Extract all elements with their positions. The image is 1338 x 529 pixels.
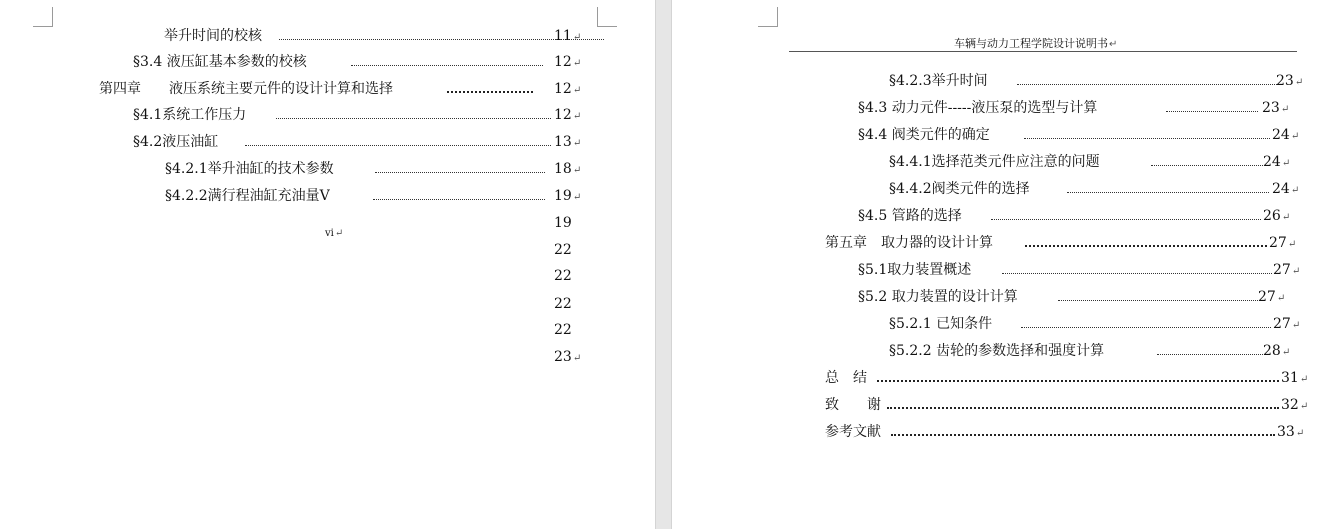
toc-entry[interactable] — [858, 207, 1302, 225]
toc-leader — [1151, 165, 1263, 166]
toc-entry[interactable] — [889, 72, 1302, 90]
toc-entry-page: 33↵ — [1277, 424, 1305, 440]
toc-entry-page: 27↵ — [1273, 262, 1301, 278]
toc-entry[interactable] — [99, 80, 584, 98]
toc-entry[interactable] — [165, 187, 584, 205]
toc-leader — [891, 434, 1275, 436]
toc-entry[interactable] — [889, 315, 1302, 333]
orphan-page-number: 22 — [554, 296, 572, 312]
toc-entry-page: 26↵ — [1263, 208, 1291, 224]
crop-mark-top-right — [597, 7, 617, 27]
toc-entry[interactable] — [825, 234, 1302, 252]
toc-entry-label: 第四章 液压系统主要元件的设计计算和选择 — [99, 81, 393, 97]
toc-entry[interactable] — [164, 27, 584, 45]
toc-entry-label: §4.4.1选择范类元件应注意的问题 — [889, 154, 1100, 170]
toc-entry-page: 13↵ — [554, 134, 582, 150]
toc-entry-page: 27↵ — [1258, 289, 1286, 305]
toc-entry[interactable] — [889, 153, 1302, 171]
toc-leader — [1157, 354, 1267, 355]
toc-entry-label: §4.4.2阀类元件的选择 — [889, 181, 1030, 197]
toc-entry[interactable] — [133, 106, 584, 124]
toc-leader — [447, 91, 533, 93]
toc-entry[interactable] — [825, 423, 1305, 441]
toc-entry-label: §4.1系统工作压力 — [133, 107, 247, 123]
toc-entry[interactable] — [858, 99, 1302, 117]
toc-entry-page: 24↵ — [1272, 127, 1300, 143]
toc-entry-label: 参考文献 — [825, 424, 881, 440]
toc-entry-page: 18↵ — [554, 161, 582, 177]
toc-entry-page: 19↵ — [554, 188, 582, 204]
orphan-page-number: 22 — [554, 322, 572, 338]
toc-leader — [1058, 300, 1258, 301]
toc-entry-label: §4.5 管路的选择 — [858, 208, 962, 224]
toc-leader — [887, 407, 1279, 409]
toc-entry[interactable] — [165, 160, 584, 178]
toc-leader — [351, 65, 543, 66]
toc-entry[interactable] — [858, 288, 1302, 306]
toc-entry-label: §5.2.1 已知条件 — [889, 316, 993, 332]
page-footer-number: vi↵ — [325, 228, 344, 239]
toc-entry-page: 23↵ — [1276, 73, 1304, 89]
orphan-page-number: 22 — [554, 242, 572, 258]
toc-entry[interactable] — [858, 126, 1302, 144]
toc-entry-label: 致 谢 — [825, 397, 881, 413]
toc-leader — [1067, 192, 1269, 193]
toc-leader — [1166, 111, 1258, 112]
toc-entry-label: 举升时间的校核 — [164, 28, 262, 44]
toc-entry[interactable] — [889, 180, 1302, 198]
toc-leader — [991, 219, 1261, 220]
toc-entry-page: 28↵ — [1263, 343, 1291, 359]
toc-entry[interactable] — [825, 396, 1309, 414]
toc-entry-label: §5.2.2 齿轮的参数选择和强度计算 — [889, 343, 1105, 359]
toc-entry-label: §4.2液压油缸 — [133, 134, 219, 150]
toc-entry-page: 23↵ — [1262, 100, 1290, 116]
toc-leader — [1024, 138, 1270, 139]
toc-leader — [276, 118, 551, 119]
toc-leader — [375, 172, 545, 173]
toc-entry[interactable] — [889, 342, 1302, 360]
toc-entry-page: 24↵ — [1263, 154, 1291, 170]
orphan-page-number: 23↵ — [554, 349, 582, 365]
toc-entry[interactable] — [133, 53, 584, 71]
toc-leader — [1017, 84, 1279, 85]
toc-leader — [877, 380, 1279, 382]
toc-entry-label: 第五章 取力器的设计计算 — [825, 235, 993, 251]
page-gutter — [655, 0, 672, 529]
toc-entry-label: §5.2 取力装置的设计计算 — [858, 289, 1018, 305]
crop-mark-top-left — [33, 7, 53, 27]
header-rule — [789, 51, 1297, 52]
orphan-page-number: 19 — [554, 215, 572, 231]
toc-entry-label: §4.2.1举升油缸的技术参数 — [165, 161, 334, 177]
toc-entry-label: §4.2.2满行程油缸充油量V — [165, 188, 330, 204]
toc-entry-label: 总 结 — [825, 370, 867, 386]
toc-leader — [245, 145, 551, 146]
toc-entry[interactable] — [858, 261, 1302, 279]
toc-entry-page: 12↵ — [554, 107, 582, 123]
toc-entry-page: 31↵ — [1281, 370, 1309, 386]
toc-entry[interactable] — [133, 133, 584, 151]
toc-leader — [373, 199, 545, 200]
toc-entry-page: 24↵ — [1272, 181, 1300, 197]
toc-entry-page: 12↵ — [554, 54, 582, 70]
toc-entry[interactable] — [825, 369, 1309, 387]
toc-leader — [1021, 327, 1271, 328]
crop-mark-top-left — [758, 7, 778, 27]
toc-entry-page: 32↵ — [1281, 397, 1309, 413]
page-header: 车辆与动力工程学院设计说明书↵ — [954, 37, 1118, 50]
toc-entry-label: §4.2.3举升时间 — [889, 73, 988, 89]
toc-leader — [1025, 245, 1267, 247]
toc-entry-page: 27↵ — [1269, 235, 1297, 251]
orphan-page-number: 22 — [554, 268, 572, 284]
toc-entry-label: §3.4 液压缸基本参数的校核 — [133, 54, 307, 70]
toc-entry-page: 11↵ — [554, 28, 582, 44]
toc-entry-page: 27↵ — [1273, 316, 1301, 332]
toc-entry-label: §4.3 动力元件-----液压泵的选型与计算 — [858, 100, 1098, 116]
toc-entry-label: §5.1取力装置概述 — [858, 262, 972, 278]
toc-entry-page: 12↵ — [554, 81, 582, 97]
toc-entry-label: §4.4 阀类元件的确定 — [858, 127, 990, 143]
toc-leader — [1002, 273, 1272, 274]
